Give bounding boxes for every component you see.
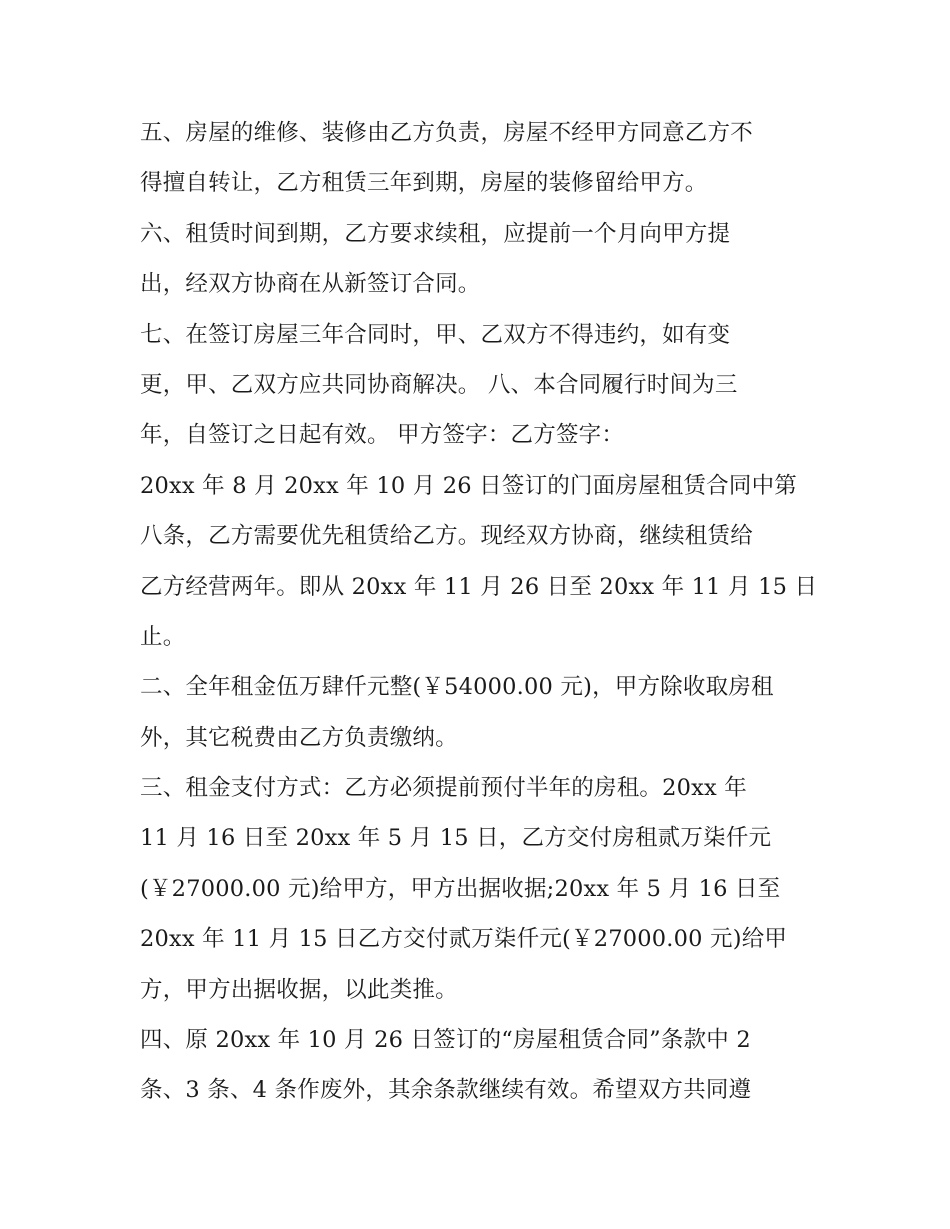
text-line: 年，自签订之日起有效。 甲方签字：乙方签字： bbox=[140, 422, 625, 449]
text-line: 止。 bbox=[140, 623, 186, 650]
text-line: 五、房屋的维修、装修由乙方负责，房屋不经甲方同意乙方不 bbox=[140, 120, 753, 146]
text-line: 八条，乙方需要优先租赁给乙方。现经双方协商，继续租赁给 bbox=[140, 523, 753, 550]
text-line: 更，甲、乙双方应共同协商解决。 八、本合同履行时间为三 bbox=[140, 371, 738, 398]
text-line: (￥27000.00 元)给甲方，甲方出据收据;20xx 年 5 月 16 日至 bbox=[140, 875, 781, 902]
text-line: 四、原 20xx 年 10 月 26 日签订的“房屋租赁合同”条款中 2 bbox=[140, 1027, 751, 1054]
text-line: 得擅自转让，乙方租赁三年到期，房屋的装修留给甲方。 bbox=[140, 170, 708, 197]
text-line: 外，其它税费由乙方负责缴纳。 bbox=[140, 724, 458, 751]
text-line: 20xx 年 8 月 20xx 年 10 月 26 日签订的门面房屋租赁合同中第 bbox=[140, 472, 797, 499]
contract-text bbox=[140, 108, 830, 1116]
text-line: 出，经双方协商在从新签订合同。 bbox=[140, 271, 481, 298]
text-line: 20xx 年 11 月 15 日乙方交付贰万柒仟元(￥27000.00 元)给甲 bbox=[140, 926, 788, 953]
text-line: 11 月 16 日至 20xx 年 5 月 15 日，乙方交付房租贰万柒仟元 bbox=[140, 825, 772, 852]
text-line: 三、租金支付方式：乙方必须提前预付半年的房租。20xx 年 bbox=[140, 775, 747, 802]
text-line: 方，甲方出据收据，以此类推。 bbox=[140, 976, 458, 1003]
text-line: 条、3 条、4 条作废外，其余条款继续有效。希望双方共同遵 bbox=[140, 1077, 752, 1104]
text-line: 乙方经营两年。即从 20xx 年 11 月 26 日至 20xx 年 11 月 15 日 bbox=[140, 573, 818, 600]
text-line: 七、在签订房屋三年合同时，甲、乙双方不得违约，如有变 bbox=[140, 321, 731, 348]
text-line: 六、租赁时间到期，乙方要求续租，应提前一个月向甲方提 bbox=[140, 220, 731, 247]
text-line: 二、全年租金伍万肆仟元整(￥54000.00 元)，甲方除收取房租 bbox=[140, 674, 774, 701]
